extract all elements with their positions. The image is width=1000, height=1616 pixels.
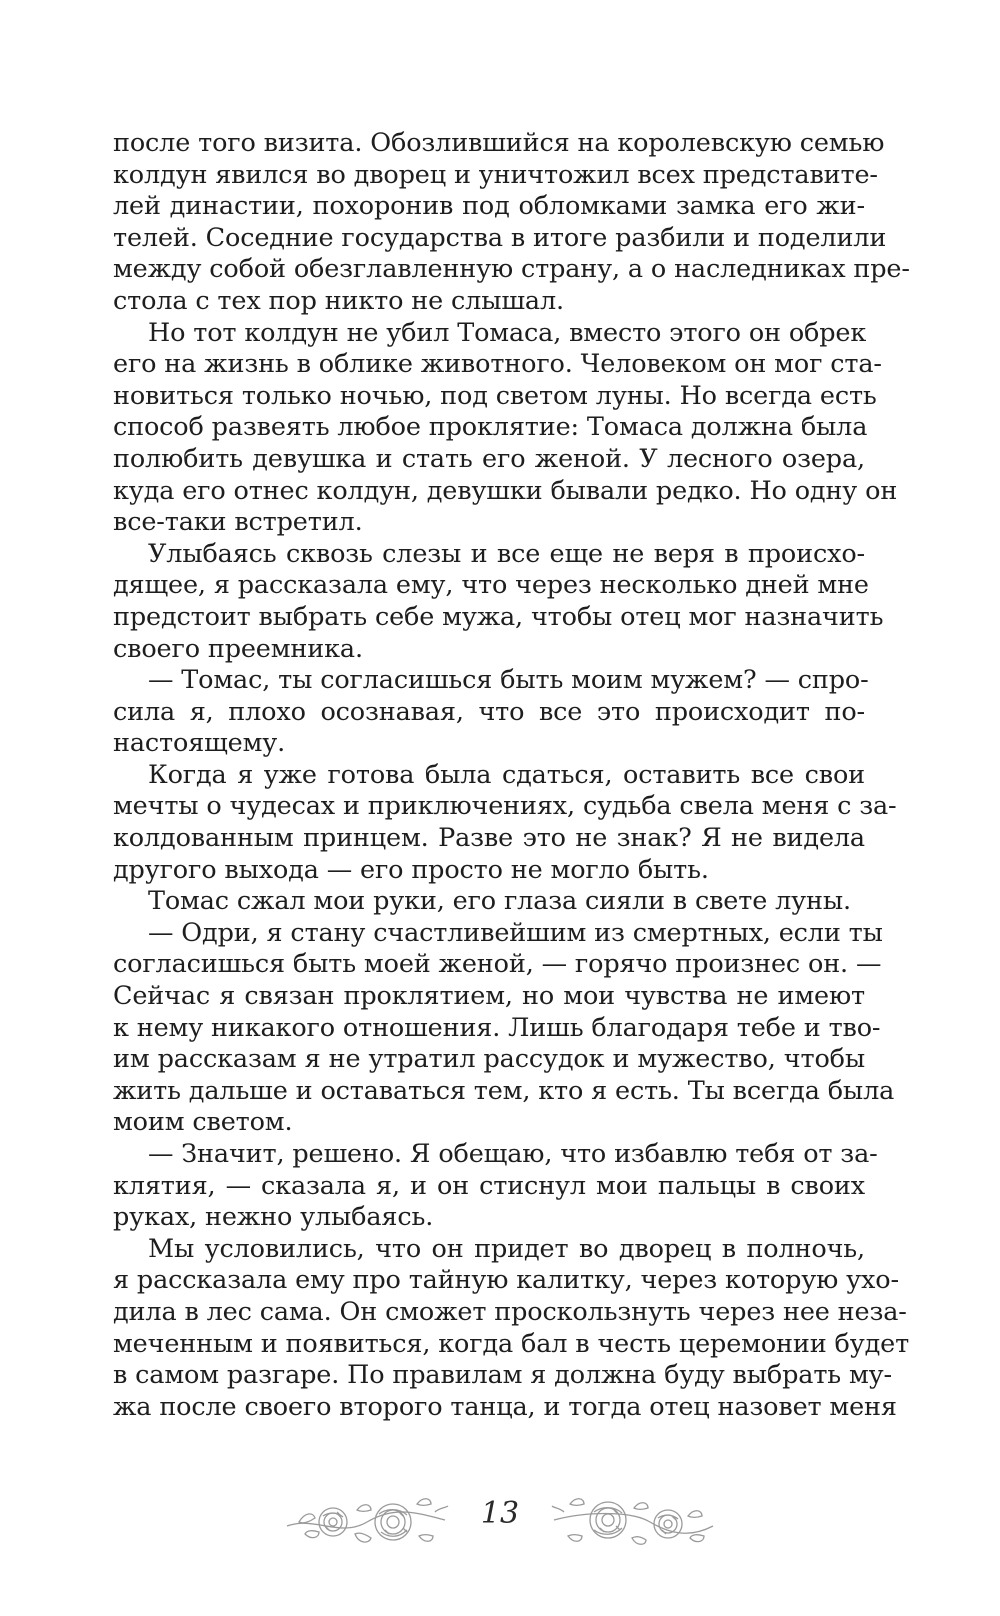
text-line: жа после своего второго танца, и тогда отец назовет меня <box>113 1391 897 1422</box>
text-line: Томас сжал мои руки, его глаза сияли в свете луны. <box>148 886 851 917</box>
text-line: моим светом. <box>113 1107 293 1138</box>
text-line: жить дальше и оставаться тем, кто я есть. Ты всегда была <box>113 1075 895 1106</box>
text-line: согласишься быть моей женой, — горячо произнес он. — <box>113 949 882 980</box>
text-line: стола с тех пор никто не слышал. <box>113 285 564 316</box>
text-line: Мы условились, что он придет во дворец в полночь, <box>148 1233 865 1264</box>
text-line: Но тот колдун не убил Томаса, вместо этого он обрек <box>148 317 867 348</box>
text-line: дила в лес сама. Он сможет проскользнуть через нее неза- <box>113 1296 907 1327</box>
text-line: колдованным принцем. Разве это не знак? Я не видела <box>113 823 865 854</box>
body-text <box>113 128 910 1423</box>
text-line: все-таки встретил. <box>113 507 363 538</box>
text-line: Сейчас я связан проклятием, но мои чувства не имеют <box>113 981 865 1012</box>
text-line: к нему никакого отношения. Лишь благодаря тебе и тво- <box>113 1012 881 1043</box>
text-line: — Значит, решено. Я обещаю, что избавлю тебя от за- <box>148 1139 878 1169</box>
text-line: настоящему. <box>113 728 286 759</box>
rose-vine-ornament-right-icon <box>550 1482 715 1560</box>
text-line: я рассказала ему про тайную калитку, через которую ухо- <box>113 1265 899 1296</box>
text-line: — Томас, ты согласишься быть моим мужем? — спро- <box>148 665 869 696</box>
text-line: предстоит выбрать себе мужа, чтобы отец мог назначить <box>113 601 884 632</box>
text-line: другого выхода — его просто не могло быть. <box>113 854 709 885</box>
text-line: после того визита. Обозлившийся на королевскую семью <box>113 128 885 158</box>
text-line: сила я, плохо осознавая, что все это происходит по- <box>113 696 865 727</box>
text-line: его на жизнь в облике животного. Человеком он мог ста- <box>113 349 882 380</box>
text-line: Когда я уже готова была сдаться, оставить все свои <box>148 759 865 790</box>
text-line: новиться только ночью, под светом луны. Но всегда есть <box>113 380 877 411</box>
text-line: им рассказам я не утратил рассудок и мужество, чтобы <box>113 1044 865 1075</box>
text-line: руках, нежно улыбаясь. <box>113 1202 434 1233</box>
text-line: куда его отнес колдун, девушки бывали редко. Но одну он <box>113 475 898 506</box>
text-line: колдун явился во дворец и уничтожил всех представите- <box>113 159 878 190</box>
text-line: способ развеять любое проклятие: Томаса должна была <box>113 412 868 443</box>
text-line: между собой обезглавленную страну, а о наследниках пре- <box>113 254 910 285</box>
text-line: своего преемника. <box>113 633 363 664</box>
page-footer <box>285 1482 715 1560</box>
text-line: лей династии, похоронив под обломками замка его жи- <box>113 191 865 222</box>
text-line: меченным и появиться, когда бал в честь церемонии будет <box>113 1328 910 1359</box>
text-line: мечты о чудесах и приключениях, судьба свела меня с за- <box>113 791 897 822</box>
text-line: Улыбаясь сквозь слезы и все еще не веря в происхо- <box>148 538 865 569</box>
text-line: телей. Соседние государства в итоге разбили и поделили <box>113 222 887 253</box>
text-line: полюбить девушка и стать его женой. У лесного озера, <box>113 443 865 474</box>
text-line: в самом разгаре. По правилам я должна буду выбрать му- <box>113 1360 892 1391</box>
page-number: 13 <box>480 1496 520 1531</box>
text-line: — Одри, я стану счастливейшим из смертных, если ты <box>148 917 883 948</box>
text-line: дящее, я рассказала ему, что через несколько дней мне <box>113 570 869 601</box>
text-line: клятия, — сказала я, и он стиснул мои пальцы в своих <box>113 1170 865 1201</box>
rose-vine-ornament-left-icon <box>285 1482 450 1560</box>
